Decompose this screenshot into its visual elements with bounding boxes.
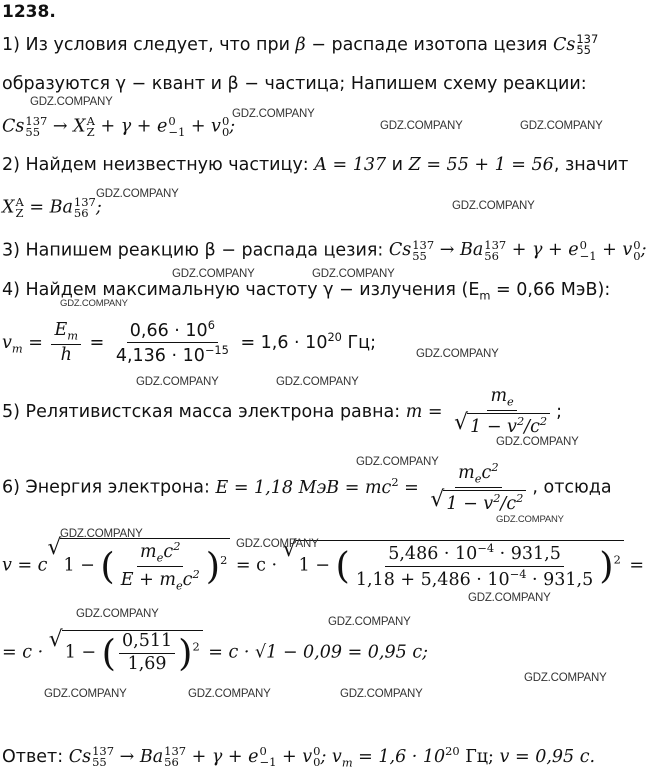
watermark: GDZ.COMPANY (236, 538, 319, 550)
watermark: GDZ.COMPANY (496, 514, 564, 525)
watermark: GDZ.COMPANY (524, 672, 607, 684)
step4-line: 4) Найдем максимальную частоту γ − излучения ($E_m = 0,66$ МэВ): (2, 280, 611, 303)
watermark: GDZ.COMPANY (232, 108, 315, 120)
watermark: GDZ.COMPANY (60, 298, 128, 309)
watermark: GDZ.COMPANY (60, 528, 143, 540)
watermark: GDZ.COMPANY (356, 456, 439, 468)
watermark: GDZ.COMPANY (188, 688, 271, 700)
cs-isotope: 137 55 (576, 32, 599, 57)
step1-line2: образуются γ − квант и β − частица; Напишем схему реакции: (2, 74, 587, 94)
watermark: GDZ.COMPANY (172, 268, 255, 280)
watermark: GDZ.COMPANY (136, 376, 219, 388)
answer-line: Ответ: Cs 137 55 → Ba 137 56 + γ + e 0 −1 + v 0 0 ; $v_m = 1,6 \cdot 10^{20}$ Гц; v = 0,95 c. (2, 744, 596, 770)
watermark: GDZ.COMPANY (30, 96, 113, 108)
watermark: GDZ.COMPANY (380, 120, 463, 132)
step1-line: 1) Из условия следует, что при β − распаде изотопа цезия Cs 137 55 (2, 32, 599, 57)
watermark: GDZ.COMPANY (328, 616, 411, 628)
reaction-scheme: Cs 137 55 → X A Z + γ + e 0 −1 + v 0 0 ; (2, 114, 236, 139)
watermark: GDZ.COMPANY (76, 608, 159, 620)
step6-line: 6) Энергия электрона: E = 1,18 МэВ = $mc^2$ = $m_ec^2$ √ $1 - v^2/c^2$ , отсюда (2, 462, 612, 513)
velocity-formula: v = c√ 1 − ( $\frac{m_ec^2}{E + m_ec^2}$ )$^2$ = c · √ 1 − ( $\frac{5,486 \cdot 10^{-4} \cdot 931,5}{1,18 + 5,486 \cdot 10^{-4} \cdot 931,5}$ )$^2$ = (2, 538, 644, 591)
watermark: GDZ.COMPANY (96, 188, 179, 200)
step3-line: 3) Напишем реакцию β − распада цезия: Cs 137 55 → Ba 137 56 + γ + e 0 −1 + v 0 0 ; (2, 238, 646, 263)
watermark: GDZ.COMPANY (340, 688, 423, 700)
problem-number: 1238. (2, 2, 56, 22)
velocity-result: = c · √ 1 − ( $\frac{0,511}{1,69}$ )$^2$ = c · √1 − 0,09 = 0,95 c; (2, 630, 428, 673)
step2-line: 2) Найдем неизвестную частицу: A = 137 и Z = 55 + 1 = 56, значит (2, 155, 629, 175)
watermark: GDZ.COMPANY (496, 436, 579, 448)
watermark: GDZ.COMPANY (452, 200, 535, 212)
watermark: GDZ.COMPANY (520, 120, 603, 132)
watermark: GDZ.COMPANY (416, 348, 499, 360)
step5-line: 5) Релятивистская масса электрона равна: m = $m_e$ √ $1 - v^2/c^2$ ; (2, 388, 562, 436)
watermark: GDZ.COMPANY (468, 592, 551, 604)
watermark: GDZ.COMPANY (312, 268, 395, 280)
watermark: GDZ.COMPANY (44, 688, 127, 700)
step2-result: X A Z = Ba 137 56 ; (2, 195, 102, 220)
watermark: GDZ.COMPANY (276, 376, 359, 388)
frequency-formula: $v_m$ = $\frac{E_m}{h}$ = $\frac{0,66 \cdot 10^6}{4,136 \cdot 10^{-15}}$ = $1,6 \cdot 10^{20}$ Гц; (2, 318, 376, 367)
